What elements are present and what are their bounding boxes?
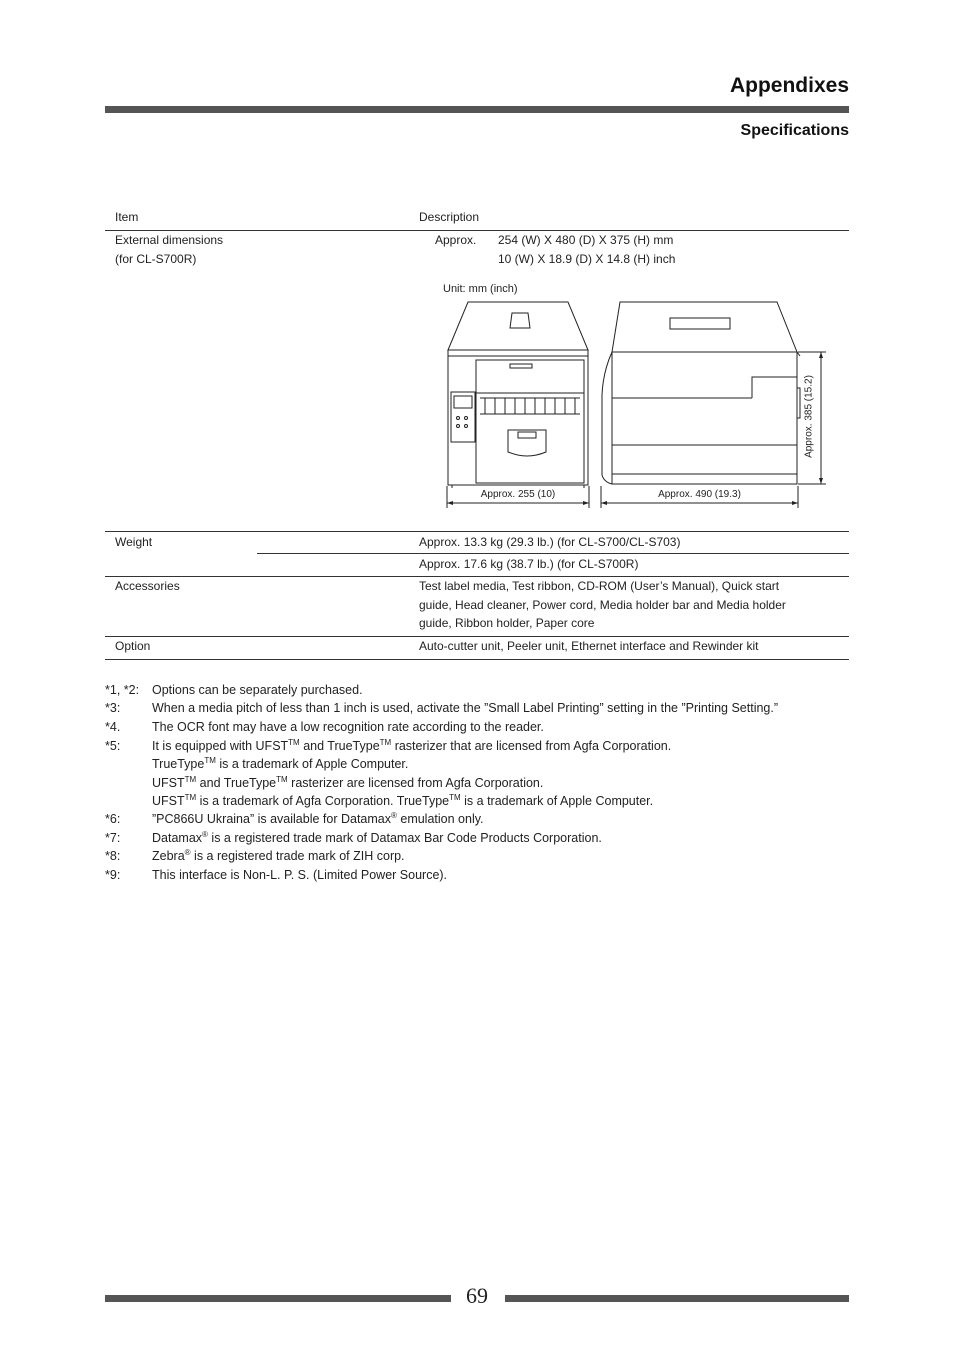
footer-rule-right [505,1295,849,1302]
weight-value-1: Approx. 13.3 kg (29.3 lb.) (for CL-S700/CL-S703) [419,535,681,549]
front-top-panel [448,302,588,350]
col-item-header: Item [115,210,139,224]
footer-rule-left [105,1295,451,1302]
side-body [612,352,797,484]
footnote-text: Zebra® is a registered trade mark of ZIH corp. [152,847,405,863]
header-rule [105,106,849,113]
page-number: 69 [466,1283,488,1308]
ext-dim-inch: 10 (W) X 18.9 (D) X 14.8 (H) inch [498,252,676,266]
accessories-line-3: guide, Ribbon holder, Paper core [419,616,595,630]
footnote-text: This interface is Non-L. P. S. (Limited Power Source). [152,868,448,882]
footnote-text: It is equipped with UFST™ and TrueType™ rasterizer that are licensed from Agfa Corporation. [152,737,672,753]
footnote-text: TrueType™ is a trademark of Apple Computer. [152,755,409,771]
footnote-mark: *4. [105,720,121,734]
footnote-mark: *3: [105,701,121,715]
footnote-mark: *1, *2: [105,683,140,697]
option-value: Auto-cutter unit, Peeler unit, Ethernet interface and Rewinder kit [419,639,759,653]
ext-dim-prefix: Approx. [435,233,477,247]
accessories-line-1: Test label media, Test ribbon, CD-ROM (User’s Manual), Quick start [419,579,780,593]
footnote-text: ”PC866U Ukraina” is available for Datamax® emulation only. [152,810,484,826]
accessories-line-2: guide, Head cleaner, Power cord, Media holder bar and Media holder [419,598,786,612]
printer-dimension-figure [440,296,840,512]
section-title: Appendixes [729,74,849,97]
front-control-panel [451,392,475,442]
depth-dimension-label: Approx. 490 (19.3) [658,489,741,500]
footnote-text: Options can be separately purchased. [152,683,363,697]
figure-unit-label: Unit: mm (inch) [443,283,518,295]
front-body [448,350,588,485]
footnote-text: The OCR font may have a low recognition rate according to the reader. [152,720,544,734]
subsection-title: Specifications [740,122,849,139]
footnote-mark: *8: [105,849,121,863]
weight-value-2: Approx. 17.6 kg (38.7 lb.) (for CL-S700R) [419,557,639,571]
weight-label: Weight [115,535,153,549]
accessories-label: Accessories [115,579,180,593]
ext-dim-label-1: External dimensions [115,233,224,247]
footnote-mark: *7: [105,831,121,845]
width-dimension-label: Approx. 255 (10) [480,489,556,500]
footnote-mark: *9: [105,868,121,882]
ext-dim-mm: 254 (W) X 480 (D) X 375 (H) mm [498,233,674,247]
footnote-text: When a media pitch of less than 1 inch is used, activate the ”Small Label Printing” setting in the ”Printing Setting.” [152,701,779,715]
table-rule [105,531,849,532]
option-label: Option [115,639,151,653]
footnote-text: UFST™ and TrueType™ rasterizer are licensed from Agfa Corporation. [152,774,544,790]
height-dimension-label: Approx. 385 (15.2) [803,375,815,458]
table-rule [105,659,849,660]
footnote-mark: *5: [105,739,121,753]
footnote-text: UFST™ is a trademark of Agfa Corporation. TrueType™ is a trademark of Apple Computer. [152,792,654,808]
footnote-mark: *6: [105,812,121,826]
col-description-header: Description [419,210,480,224]
footnote-text: Datamax® is a registered trade mark of Datamax Bar Code Products Corporation. [152,829,602,845]
side-top-panel [612,302,797,352]
table-rule [257,553,849,554]
ext-dim-label-2: (for CL-S700R) [115,252,197,266]
